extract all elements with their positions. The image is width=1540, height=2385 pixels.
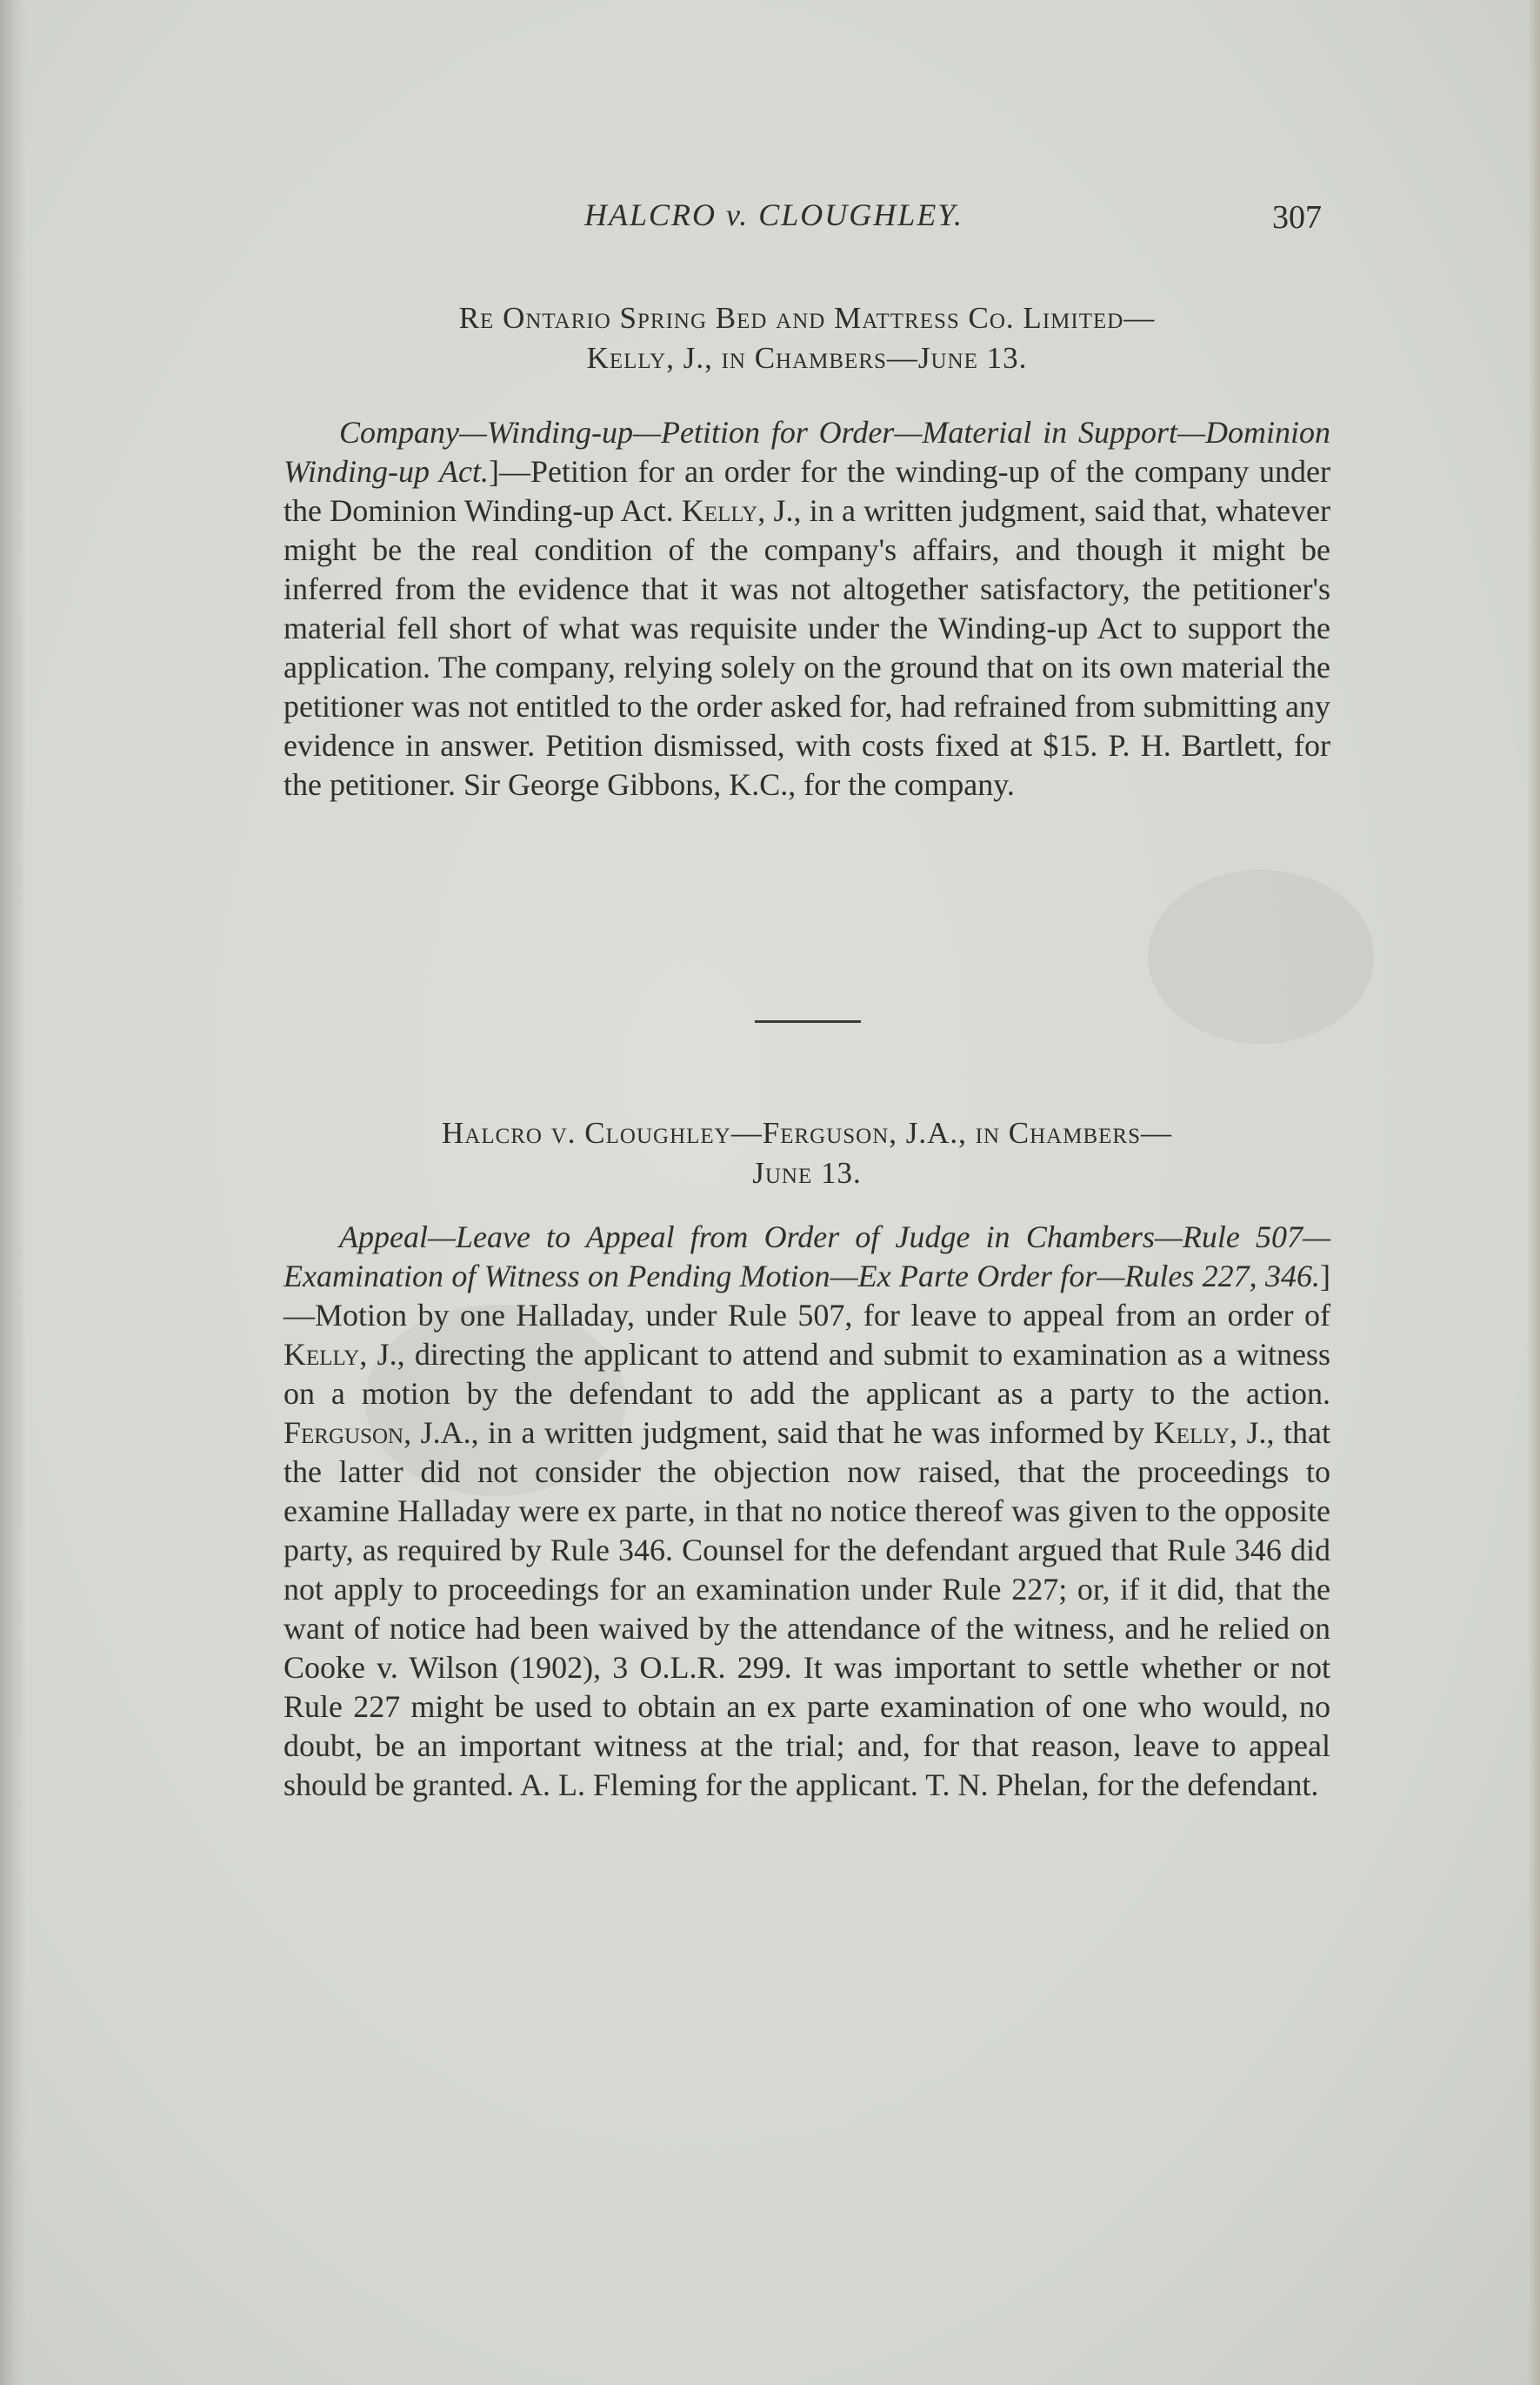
judge-name: Kelly, J.: [681, 493, 794, 528]
case-court-date: June 13.: [752, 1156, 862, 1190]
case-report-1: [283, 413, 1330, 805]
page-edge: [1528, 0, 1540, 2385]
running-head: HALCRO v. CLOUGHLEY.: [583, 197, 964, 232]
judge-name: Ferguson, J.A.: [283, 1415, 471, 1450]
judge-name: Kelly, J.: [283, 1337, 397, 1372]
case-heading-2: [283, 1113, 1330, 1193]
body-text: , in a written judgment, said that, whatever might be the real condition of the company's affairs, and though it might be inferred from the evidence that it was not altogether satisfactory, the petitioner's material fell short of what was requisite under the Winding-up Act to support the application. The company, relying solely on the ground that on its own material the petitioner was not entitled to the order asked for, had refrained from submitting any evidence in answer. Petition dismissed, with costs fixed at $15. P. H. Bartlett, for the petitioner. Sir George Gibbons, K.C., for the company.: [283, 493, 1331, 802]
body-text: ]—Motion by one Halladay, under Rule 507, for leave to appeal from an order of: [283, 1259, 1330, 1333]
body-text: , directing the applicant to attend and submit to examination as a witness on a motion by the defendant to add the applicant as a party to the action.: [283, 1337, 1330, 1411]
paper-stain: [1148, 870, 1374, 1044]
case-title: Halcro v. Cloughley—Ferguson, J.A., in Chambers—: [441, 1116, 1172, 1150]
catchwords: Appeal—Leave to Appeal from Order of Judge in Chambers—Rule 507—Examination of Witness on Pending Motion—Ex Parte Order for—Rules 227, 346.: [283, 1219, 1330, 1293]
case-heading-1: [283, 298, 1330, 378]
body-text: , in a written judgment, said that he was informed by: [470, 1415, 1154, 1450]
judge-name: Kelly, J.: [1153, 1415, 1267, 1450]
page-number: 307: [1272, 199, 1322, 236]
case-report-2: [283, 1218, 1330, 1805]
case-court-date: Kelly, J., in Chambers—June 13.: [586, 341, 1028, 375]
page-header: [287, 193, 1322, 245]
case-paragraph: [283, 1218, 1330, 1805]
case-paragraph: [283, 413, 1330, 805]
body-text: ]—Petition for an order for the winding-up of the company under the Dominion Winding-up Act.: [283, 454, 1330, 528]
case-title: Re Ontario Spring Bed and Mattress Co. Limited—: [458, 301, 1156, 335]
section-divider: [755, 1020, 861, 1023]
body-text: , that the latter did not consider the objection now raised, that the proceedings to examine Halladay were ex parte, in that no notice thereof was given to the opposite party, as required by Rule 346. Counsel for the defendant argued that Rule 346 did not apply to proceedings for an examination under Rule 227; or, if it did, that the want of notice had been waived by the attendance of the witness, and he relied on Cooke v. Wilson (1902), 3 O.L.R. 299. It was important to settle whether or not Rule 227 might be used to obtain an ex parte examination of one who would, no doubt, be an important witness at the trial; and, for that reason, leave to appeal should be granted. A. L. Fleming for the applicant. T. N. Phelan, for the defendant.: [283, 1415, 1330, 1802]
book-spine-shadow: [0, 0, 26, 2385]
catchwords: Company—Winding-up—Petition for Order—Material in Support—Dominion Winding-up Act.: [283, 415, 1330, 489]
